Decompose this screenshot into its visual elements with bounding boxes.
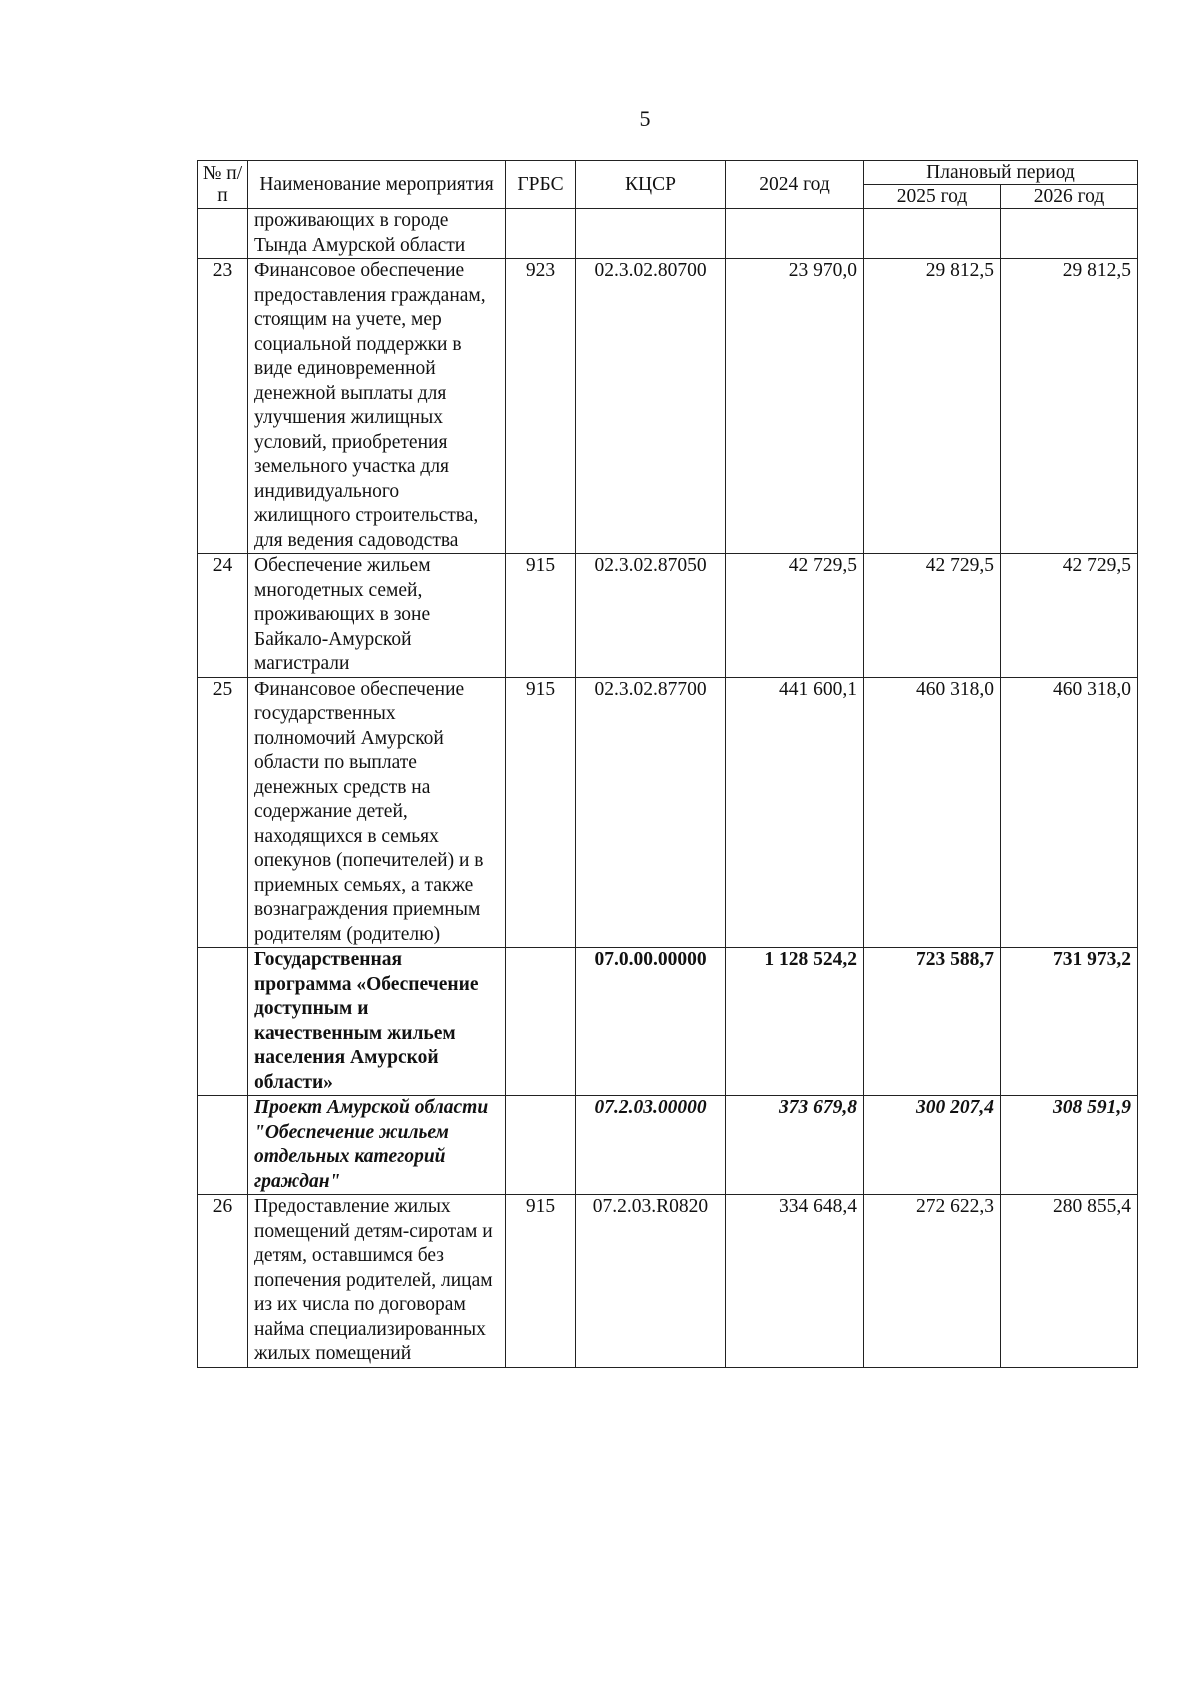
row-grbs — [506, 948, 576, 1096]
row-number — [198, 948, 248, 1096]
row-grbs: 915 — [506, 677, 576, 948]
row-value-2024: 42 729,5 — [726, 554, 864, 678]
table-row — [198, 554, 1138, 678]
row-number: 23 — [198, 259, 248, 554]
row-grbs: 915 — [506, 1195, 576, 1368]
row-number — [198, 209, 248, 259]
table-row — [198, 1195, 1138, 1368]
row-value-2025: 460 318,0 — [864, 677, 1001, 948]
row-kcsr — [576, 209, 726, 259]
row-name: Предоставление жилых помещений детям-сиротам и детям, оставшимся без попечения родителей, лицам из их числа по договорам найма специализированных жилых помещений — [248, 1195, 506, 1368]
header-num: № п/п — [198, 161, 248, 209]
row-name: Государственная программа «Обеспечение доступным и качественным жильем населения Амурской области» — [248, 948, 506, 1096]
row-grbs — [506, 1096, 576, 1195]
row-number: 24 — [198, 554, 248, 678]
row-value-2025: 723 588,7 — [864, 948, 1001, 1096]
header-planned-period: Плановый период — [864, 161, 1138, 185]
header-name: Наименование мероприятия — [248, 161, 506, 209]
row-kcsr: 07.2.03.00000 — [576, 1096, 726, 1195]
table-body — [198, 209, 1138, 1368]
row-value-2025: 272 622,3 — [864, 1195, 1001, 1368]
row-number — [198, 1096, 248, 1195]
row-value-2026: 29 812,5 — [1001, 259, 1138, 554]
header-2024: 2024 год — [726, 161, 864, 209]
row-value-2026: 42 729,5 — [1001, 554, 1138, 678]
table-row — [198, 1096, 1138, 1195]
row-value-2025: 42 729,5 — [864, 554, 1001, 678]
table-row — [198, 209, 1138, 259]
row-number: 26 — [198, 1195, 248, 1368]
row-value-2024: 373 679,8 — [726, 1096, 864, 1195]
table-row — [198, 948, 1138, 1096]
row-name: Финансовое обеспечение государственных полномочий Амурской области по выплате денежных средств на содержание детей, находящихся в семьях опекунов (попечителей) и в приемных семьях, а также вознаграждения приемным родителям (родителю) — [248, 677, 506, 948]
row-value-2026: 460 318,0 — [1001, 677, 1138, 948]
row-value-2024: 23 970,0 — [726, 259, 864, 554]
row-value-2024: 1 128 524,2 — [726, 948, 864, 1096]
header-kcsr: КЦСР — [576, 161, 726, 209]
page-number: 5 — [639, 106, 651, 131]
header-2025: 2025 год — [864, 185, 1001, 209]
row-grbs: 915 — [506, 554, 576, 678]
budget-table — [197, 160, 1138, 1368]
row-value-2024 — [726, 209, 864, 259]
row-grbs — [506, 209, 576, 259]
row-name: Обеспечение жильем многодетных семей, проживающих в зоне Байкало-Амурской магистрали — [248, 554, 506, 678]
table-row — [198, 677, 1138, 948]
row-kcsr: 02.3.02.87050 — [576, 554, 726, 678]
row-value-2024: 441 600,1 — [726, 677, 864, 948]
row-kcsr: 02.3.02.87700 — [576, 677, 726, 948]
row-grbs: 923 — [506, 259, 576, 554]
row-name: проживающих в городе Тында Амурской области — [248, 209, 506, 259]
row-value-2026: 280 855,4 — [1001, 1195, 1138, 1368]
row-value-2025: 300 207,4 — [864, 1096, 1001, 1195]
row-value-2026: 308 591,9 — [1001, 1096, 1138, 1195]
row-value-2026: 731 973,2 — [1001, 948, 1138, 1096]
row-value-2026 — [1001, 209, 1138, 259]
row-name: Финансовое обеспечение предоставления гражданам, стоящим на учете, мер социальной поддержки в виде единовременной денежной выплаты для улучшения жилищных условий, приобретения земельного участка для индивидуального жилищного строительства, для ведения садоводства — [248, 259, 506, 554]
header-2026: 2026 год — [1001, 185, 1138, 209]
row-kcsr: 07.0.00.00000 — [576, 948, 726, 1096]
row-value-2025 — [864, 209, 1001, 259]
row-kcsr: 07.2.03.R0820 — [576, 1195, 726, 1368]
row-number: 25 — [198, 677, 248, 948]
row-name: Проект Амурской области "Обеспечение жильем отдельных категорий граждан" — [248, 1096, 506, 1195]
table-row — [198, 259, 1138, 554]
row-value-2025: 29 812,5 — [864, 259, 1001, 554]
row-value-2024: 334 648,4 — [726, 1195, 864, 1368]
row-kcsr: 02.3.02.80700 — [576, 259, 726, 554]
header-grbs: ГРБС — [506, 161, 576, 209]
